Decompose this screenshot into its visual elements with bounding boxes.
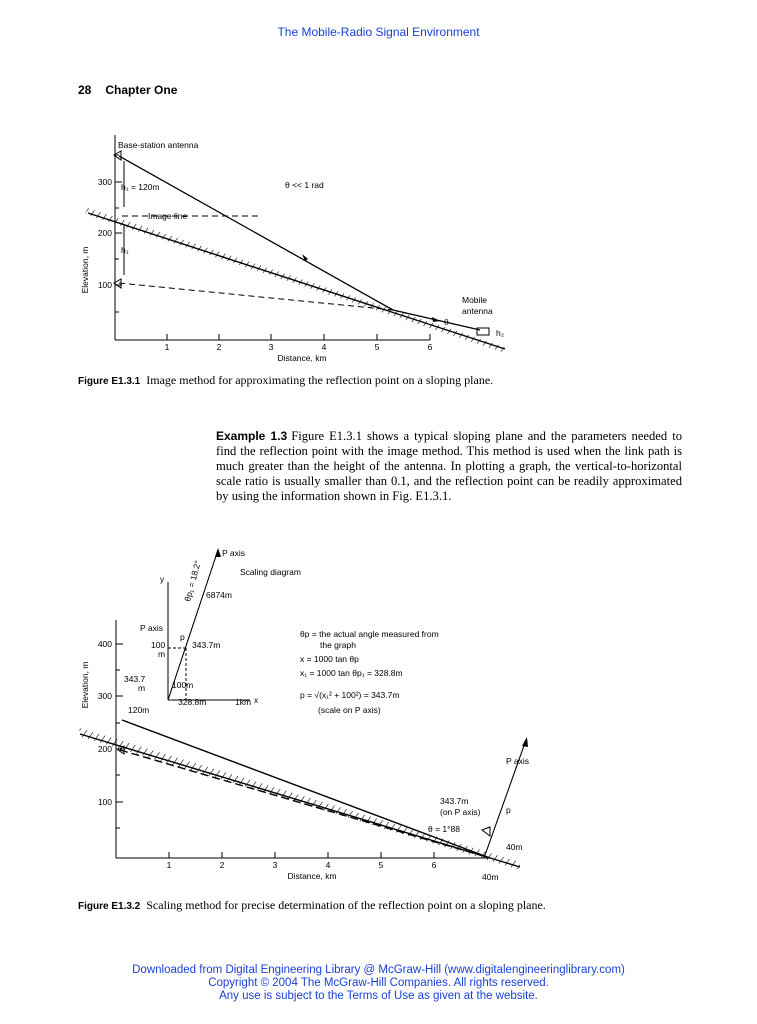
- def-2: the graph: [320, 640, 356, 650]
- val-40m-a: 40m: [506, 842, 523, 852]
- figure-e132-caption: [78, 898, 548, 914]
- caption-text: Image method for approximating the reflection point on a sloping plane.: [146, 373, 494, 387]
- y-tick-300: 300: [97, 691, 112, 701]
- p-axis-top: P axis: [222, 548, 245, 558]
- h1-short-label: h₁: [121, 245, 129, 255]
- val-3437b: 343.7: [124, 674, 146, 684]
- x-tick-4: 4: [321, 342, 327, 352]
- theta-symbol: θ: [444, 317, 449, 327]
- footer-line-3: Any use is subject to the Terms of Use as given at the website.: [219, 990, 538, 1002]
- y-axis-label: Elevation, m: [80, 661, 90, 709]
- figure-e131: [0, 125, 757, 370]
- mobile-antenna-icon: [477, 328, 489, 335]
- on-p-axis: (on P axis): [440, 807, 481, 817]
- mobile-label-2: antenna: [462, 306, 493, 316]
- val-100m-a2: m: [158, 649, 166, 659]
- p-right: p: [506, 805, 511, 815]
- chapter-title: Chapter One: [105, 83, 178, 97]
- def-5: p = √(x₁² + 100²) = 343.7m: [300, 690, 400, 700]
- reflected-ray-arrow: [432, 317, 440, 322]
- def-3: x = 1000 tan θp: [300, 654, 359, 664]
- h2-label: h₂: [496, 328, 505, 338]
- y-ticks: [116, 644, 123, 828]
- caption-label: Figure E1.3.2: [78, 901, 141, 912]
- example-paragraph: [216, 429, 682, 504]
- footer: [0, 964, 757, 1003]
- p-axis-right: P axis: [506, 756, 529, 766]
- val-3437b2: m: [138, 683, 146, 693]
- y-tick-400: 400: [97, 639, 112, 649]
- direct-ray: [122, 720, 490, 858]
- theta-p1-label: θp₁ = 18.2°: [182, 559, 203, 603]
- figure-e132: [0, 540, 757, 890]
- x-tick-1: 1: [164, 342, 170, 352]
- x-ticks: [167, 334, 430, 340]
- mobile-label-1: Mobile: [462, 295, 488, 305]
- x-tick-2: 2: [216, 342, 222, 352]
- val-40m-b: 40m: [482, 872, 499, 882]
- scaling-diagram-label: Scaling diagram: [240, 567, 301, 577]
- x-tick-3: 3: [272, 860, 278, 870]
- x-tick-3: 3: [268, 342, 274, 352]
- figure-e131-caption: [78, 373, 518, 389]
- val-3437-right: 343.7m: [440, 796, 469, 806]
- x-tick-6: 6: [427, 342, 433, 352]
- y-tick-200: 200: [97, 744, 112, 754]
- theta-note: θ << 1 rad: [285, 180, 324, 190]
- val-6874: 6874m: [206, 590, 232, 600]
- x-label: x: [254, 695, 259, 705]
- example-text: Figure E1.3.1 shows a typical sloping plane and the parameters needed to find the reflection point with the image method. This method is used when the link path is much greater than the height of the antenna. In plotting a graph, the vertical-to-horizontal scale ratio is usually smaller than 0.1, and the reflection point can be readily approximated by using the information shown in Fig. E1.3.1.: [216, 429, 682, 503]
- y-tick-200: 200: [97, 228, 112, 238]
- x-tick-5: 5: [374, 342, 380, 352]
- val-1km: 1km: [235, 697, 252, 707]
- x-axis-label: Distance, km: [277, 353, 327, 363]
- y-tick-100: 100: [97, 280, 112, 290]
- caption-label: Figure E1.3.1: [78, 376, 141, 387]
- val-120m: 120m: [128, 705, 150, 715]
- val-3288: 328.8m: [178, 697, 207, 707]
- def-6: (scale on P axis): [318, 705, 381, 715]
- x-tick-1: 1: [166, 860, 172, 870]
- p-label: p: [180, 632, 185, 642]
- mobile-antenna-icon: [482, 827, 490, 836]
- x-tick-6: 6: [431, 860, 437, 870]
- x-ticks: [169, 852, 434, 858]
- page-header: [78, 83, 191, 97]
- sloping-ground-line: [88, 213, 505, 349]
- h1-label: h₁ = 120m: [121, 182, 160, 192]
- caption-text: Scaling method for precise determination of the reflection point on a sloping plane.: [146, 898, 546, 912]
- val-3437a: 343.7m: [192, 640, 221, 650]
- example-label: Example 1.3: [216, 429, 288, 443]
- y-label: y: [160, 574, 165, 584]
- footer-line-2: Copyright © 2004 The McGraw-Hill Companies. All rights reserved.: [208, 977, 549, 989]
- footer-line-1[interactable]: Downloaded from Digital Engineering Library @ McGraw-Hill (www.digitalengineeringlibrary.com): [132, 964, 625, 976]
- def-4: x₁ = 1000 tan θp₁ = 328.8m: [300, 668, 403, 678]
- p-axis-small: P axis: [140, 623, 163, 633]
- theta-188: θ = 1°88: [428, 824, 460, 834]
- image-ray: [120, 750, 490, 858]
- y-axis-label: Elevation, m: [80, 246, 90, 294]
- y-tick-300: 300: [97, 177, 112, 187]
- val-100m-a: 100: [151, 640, 166, 650]
- y-tick-100: 100: [97, 797, 112, 807]
- p-axis-arrow: [215, 548, 221, 557]
- running-title: The Mobile-Radio Signal Environment: [277, 25, 480, 39]
- val-100m-b: 100m: [172, 680, 194, 690]
- base-station-label: Base-station antenna: [118, 140, 199, 150]
- x-axis-label: Distance, km: [287, 871, 337, 881]
- page-number: 28: [78, 83, 92, 97]
- x-tick-5: 5: [378, 860, 384, 870]
- x-tick-4: 4: [325, 860, 331, 870]
- image-line-label: Image line: [148, 211, 188, 221]
- def-1: θp = the actual angle measured from: [300, 629, 439, 639]
- p-axis-right-arrow: [522, 737, 528, 747]
- x-tick-2: 2: [219, 860, 225, 870]
